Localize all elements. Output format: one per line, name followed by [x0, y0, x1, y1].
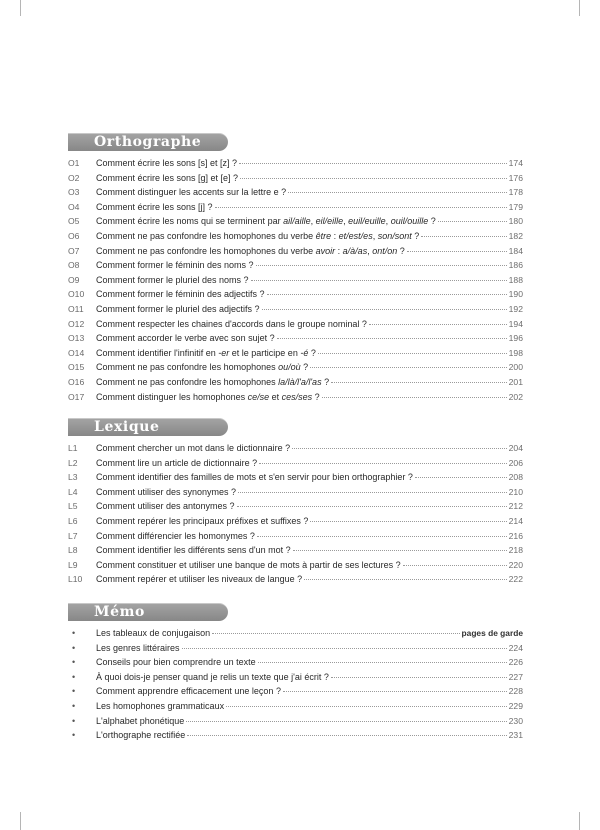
entry-title: Comment respecter les chaines d'accords dans le groupe nominal ? — [96, 318, 367, 329]
entry-page-number: 194 — [508, 318, 523, 329]
entry-title: Comment distinguer les homophones ce/se et ces/ses ? — [96, 391, 320, 402]
toc-entry[interactable] — [68, 485, 523, 500]
entry-title: Les homophones grammaticaux — [96, 700, 225, 711]
dot-leader — [331, 677, 507, 678]
entry-page-number: 204 — [508, 443, 523, 453]
entry-number: O3 — [68, 187, 80, 198]
toc-entry[interactable] — [68, 684, 523, 699]
entry-number: L5 — [68, 501, 78, 512]
entry-page-number: 227 — [508, 671, 523, 682]
toc-entry[interactable] — [68, 360, 523, 375]
toc-entry[interactable] — [68, 714, 523, 729]
dot-leader — [310, 367, 507, 368]
entry-page-number: 200 — [508, 362, 523, 373]
entry-number: L8 — [68, 545, 78, 556]
section-banner — [68, 603, 228, 621]
toc-entry[interactable] — [68, 331, 523, 346]
entry-page-number: 186 — [508, 260, 523, 271]
entry-title: Comment constituer et utiliser une banque de mots à partir de ses lectures ? — [96, 559, 401, 570]
entry-number: L7 — [68, 530, 78, 541]
toc-entry[interactable] — [68, 185, 523, 200]
entry-number: L2 — [68, 457, 78, 468]
entry-title: Comment accorder le verbe avec son sujet ? — [96, 333, 275, 344]
entry-page-number: 198 — [508, 347, 523, 358]
entry-number: O11 — [68, 303, 84, 314]
dot-leader — [257, 536, 507, 537]
dot-leader — [212, 633, 459, 634]
entry-title: Les tableaux de conjugaison — [96, 628, 211, 638]
section-orthographe — [68, 133, 523, 404]
dot-leader — [238, 492, 507, 493]
entry-number: L6 — [68, 515, 78, 526]
dot-leader — [215, 207, 507, 208]
entry-number: O4 — [68, 201, 80, 212]
entry-number: O8 — [68, 260, 80, 271]
dot-leader — [283, 691, 507, 692]
entry-number: O7 — [68, 245, 80, 256]
entry-title: Comment écrire les sons [j] ? — [96, 201, 213, 212]
entry-title: Comment chercher un mot dans le dictionnaire ? — [96, 443, 291, 453]
dot-leader — [331, 382, 507, 383]
toc-entry[interactable] — [68, 670, 523, 685]
bullet-marker: • — [72, 642, 76, 653]
entry-number: O16 — [68, 376, 85, 387]
toc-entry[interactable] — [68, 543, 523, 558]
dot-leader — [293, 550, 507, 551]
dot-leader — [267, 294, 507, 295]
dot-leader — [226, 706, 507, 707]
dot-leader — [288, 192, 507, 193]
toc-entry[interactable] — [68, 346, 523, 361]
bullet-marker: • — [72, 686, 76, 697]
entry-number: O15 — [68, 362, 85, 373]
toc-entry[interactable] — [68, 655, 523, 670]
toc-entry[interactable] — [68, 499, 523, 514]
entry-page-number: 222 — [508, 574, 523, 585]
dot-leader — [292, 448, 507, 449]
toc-entry[interactable] — [68, 470, 523, 485]
entry-title: Comment ne pas confondre les homophones la/là/l'a/l'as ? — [96, 376, 330, 387]
entry-title: Comment identifier des familles de mots et s'en servir pour bien orthographier ? — [96, 472, 413, 483]
entry-title: Comment différencier les homonymes ? — [96, 530, 255, 541]
dot-leader — [187, 735, 506, 736]
dot-leader — [415, 477, 507, 478]
dot-leader — [318, 353, 507, 354]
entry-page-number: 231 — [508, 730, 523, 741]
entry-page-number: 178 — [508, 187, 523, 198]
dot-leader — [369, 324, 507, 325]
toc-entry[interactable] — [68, 390, 523, 405]
entry-title: Comment écrire les noms qui se terminent par ail/aille, eil/eille, euil/euille, ouil/ouille ? — [96, 216, 436, 227]
toc-entry[interactable] — [68, 273, 523, 288]
section-heading: Mémo — [94, 604, 145, 620]
entry-title: Comment former le pluriel des noms ? — [96, 274, 249, 285]
entry-page-number: pages de garde — [461, 628, 523, 638]
entry-title: Comment apprendre efficacement une leçon ? — [96, 686, 281, 697]
crop-mark-top-right — [579, 0, 580, 16]
toc-entry[interactable] — [68, 229, 523, 244]
entry-number: O9 — [68, 274, 80, 285]
dot-leader — [258, 662, 507, 663]
entry-page-number: 212 — [508, 501, 523, 512]
bullet-marker: • — [72, 657, 76, 668]
toc-list — [68, 156, 523, 404]
dot-leader — [182, 648, 507, 649]
entry-number: O13 — [68, 333, 85, 344]
entry-page-number: 192 — [508, 303, 523, 314]
section-memo — [68, 603, 523, 743]
toc-entry[interactable] — [68, 258, 523, 273]
toc-entry[interactable] — [68, 287, 523, 302]
toc-entry[interactable] — [68, 214, 523, 229]
entry-title: Comment former le féminin des adjectifs ? — [96, 289, 265, 300]
toc-list — [68, 441, 523, 587]
toc-entry[interactable] — [68, 375, 523, 390]
dot-leader — [240, 178, 507, 179]
bullet-marker: • — [72, 628, 76, 638]
entry-number: O5 — [68, 216, 80, 227]
entry-title: Comment ne pas confondre les homophones ou/où ? — [96, 362, 309, 373]
entry-title: Comment ne pas confondre les homophones du verbe être : et/est/es, son/sont ? — [96, 230, 420, 241]
entry-title: Comment utiliser des antonymes ? — [96, 501, 235, 512]
entry-title: Comment repérer et utiliser les niveaux de langue ? — [96, 574, 303, 585]
dot-leader — [310, 521, 506, 522]
toc-entry[interactable] — [68, 441, 523, 456]
toc-entry[interactable] — [68, 572, 523, 587]
entry-title: L'alphabet phonétique — [96, 715, 185, 726]
entry-number: O2 — [68, 172, 80, 183]
section-heading: Orthographe — [94, 134, 202, 150]
entry-number: L9 — [68, 559, 78, 570]
section-heading: Lexique — [94, 419, 160, 435]
entry-page-number: 182 — [508, 230, 523, 241]
toc-entry[interactable] — [68, 529, 523, 544]
bullet-marker: • — [72, 671, 76, 682]
dot-leader — [262, 309, 507, 310]
entry-number: L4 — [68, 486, 78, 497]
crop-mark-top-left — [20, 0, 21, 16]
dot-leader — [277, 338, 507, 339]
toc-entry[interactable] — [68, 456, 523, 471]
dot-leader — [438, 221, 507, 222]
entry-title: Comment écrire les sons [s] et [z] ? — [96, 158, 238, 168]
entry-page-number: 179 — [508, 201, 523, 212]
entry-title: Les genres littéraires — [96, 642, 180, 653]
toc-entry[interactable] — [68, 699, 523, 714]
entry-title: L'orthographe rectifiée — [96, 730, 186, 741]
toc-entry[interactable] — [68, 317, 523, 332]
entry-number: O10 — [68, 289, 85, 300]
entry-page-number: 208 — [508, 472, 523, 483]
dot-leader — [237, 506, 507, 507]
entry-page-number: 180 — [508, 216, 523, 227]
entry-title: À quoi dois-je penser quand je relis un texte que j'ai écrit ? — [96, 671, 329, 682]
entry-number: O14 — [68, 347, 85, 358]
toc-entry[interactable] — [68, 728, 523, 743]
entry-number: O12 — [68, 318, 85, 329]
dot-leader — [251, 280, 507, 281]
section-banner — [68, 133, 228, 151]
entry-title: Comment lire un article de dictionnaire ? — [96, 457, 258, 468]
entry-page-number: 228 — [508, 686, 523, 697]
entry-number: L1 — [68, 443, 78, 453]
toc-entry[interactable] — [68, 641, 523, 656]
entry-page-number: 196 — [508, 333, 523, 344]
dot-leader — [421, 236, 506, 237]
entry-number: L10 — [68, 574, 83, 585]
entry-title: Comment repérer les principaux préfixes et suffixes ? — [96, 515, 309, 526]
entry-page-number: 218 — [508, 545, 523, 556]
entry-number: O1 — [68, 158, 80, 168]
dot-leader — [256, 265, 507, 266]
dot-leader — [259, 463, 507, 464]
entry-page-number: 174 — [508, 158, 523, 168]
entry-page-number: 229 — [508, 700, 523, 711]
entry-title: Comment utiliser des synonymes ? — [96, 486, 237, 497]
toc-entry[interactable] — [68, 514, 523, 529]
entry-title: Conseils pour bien comprendre un texte — [96, 657, 256, 668]
toc-entry[interactable] — [68, 200, 523, 215]
entry-page-number: 220 — [508, 559, 523, 570]
section-banner — [68, 418, 228, 436]
bullet-marker: • — [72, 730, 76, 741]
entry-title: Comment ne pas confondre les homophones du verbe avoir : a/à/as, ont/on ? — [96, 245, 405, 256]
entry-title: Comment former le féminin des noms ? — [96, 260, 254, 271]
entry-title: Comment former le pluriel des adjectifs ? — [96, 303, 260, 314]
toc-entry[interactable] — [68, 558, 523, 573]
bullet-marker: • — [72, 700, 76, 711]
dot-leader — [322, 397, 507, 398]
entry-page-number: 188 — [508, 274, 523, 285]
entry-title: Comment écrire les sons [g] et [e] ? — [96, 172, 239, 183]
toc-entry[interactable] — [68, 156, 523, 171]
dot-leader — [403, 565, 507, 566]
section-lexique — [68, 418, 523, 587]
dot-leader — [239, 163, 507, 164]
bullet-marker: • — [72, 715, 76, 726]
entry-number: O6 — [68, 230, 80, 241]
toc-entry[interactable] — [68, 626, 523, 641]
entry-number: L3 — [68, 472, 78, 483]
entry-page-number: 176 — [508, 172, 523, 183]
toc-list — [68, 626, 523, 743]
entry-title: Comment identifier l'infinitif en -er et le participe en -é ? — [96, 347, 316, 358]
entry-page-number: 226 — [508, 657, 523, 668]
dot-leader — [304, 579, 507, 580]
dot-leader — [186, 721, 506, 722]
entry-page-number: 190 — [508, 289, 523, 300]
entry-page-number: 210 — [508, 486, 523, 497]
entry-number: O17 — [68, 391, 85, 402]
crop-mark-bottom-right — [579, 812, 580, 830]
entry-page-number: 230 — [508, 715, 523, 726]
entry-page-number: 206 — [508, 457, 523, 468]
toc-entry[interactable] — [68, 302, 523, 317]
entry-page-number: 214 — [508, 515, 523, 526]
crop-mark-bottom-left — [20, 812, 21, 830]
entry-page-number: 216 — [508, 530, 523, 541]
entry-page-number: 201 — [508, 376, 523, 387]
toc-entry[interactable] — [68, 244, 523, 259]
dot-leader — [407, 251, 507, 252]
entry-title: Comment distinguer les accents sur la lettre e ? — [96, 187, 287, 198]
entry-page-number: 202 — [508, 391, 523, 402]
entry-page-number: 184 — [508, 245, 523, 256]
toc-entry[interactable] — [68, 171, 523, 186]
entry-page-number: 224 — [508, 642, 523, 653]
entry-title: Comment identifier les différents sens d'un mot ? — [96, 545, 291, 556]
